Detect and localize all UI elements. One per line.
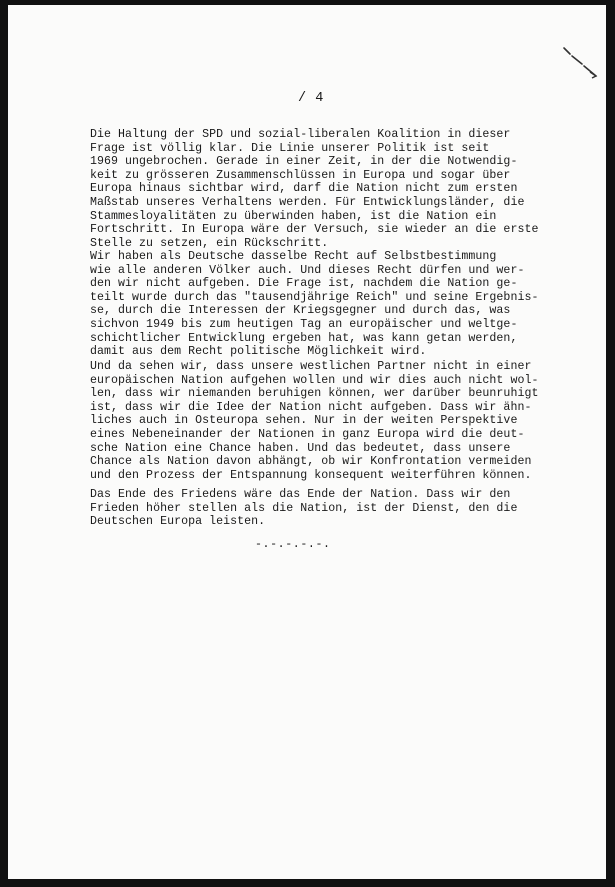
text-line: Maßstab unseres Verhaltens werden. Für Entwicklungsländer, die [90, 195, 525, 209]
text-line: keit zu grösseren Zusammenschlüssen in Europa und sogar über [90, 168, 511, 182]
text-line: Wir haben als Deutsche dasselbe Recht auf Selbstbestimmung [90, 250, 497, 263]
text-line: Chance als Nation davon abhängt, ob wir Konfrontation vermeiden [90, 455, 532, 469]
text-line: sche Nation eine Chance haben. Und das bedeutet, dass unsere [90, 441, 511, 455]
text-line: teilt wurde durch das "tausendjährige Reich" und seine Ergebnis- [90, 290, 539, 304]
paragraph-4 [90, 488, 582, 529]
text-line: Das Ende des Friedens wäre das Ende der Nation. Dass wir den [90, 488, 511, 501]
text-line: europäischen Nation aufgehen wollen und wir dies auch nicht wol- [90, 373, 539, 387]
text-line: Europa hinaus sichtbar wird, darf die Nation nicht zum ersten [90, 182, 518, 196]
text-line: sichvon 1949 bis zum heutigen Tag an europäischer und weltge- [90, 317, 518, 331]
paragraph-3 [90, 360, 582, 482]
text-line: Deutschen Europa leisten. [90, 515, 266, 529]
pencil-mark [560, 42, 600, 82]
text-line: Stelle zu setzen, ein Rückschritt. [90, 236, 329, 250]
text-line: len, dass wir niemanden beruhigen können, wer darüber beunruhigt [90, 387, 539, 401]
text-line: damit aus dem Recht politische Möglichkeit wird. [90, 345, 427, 359]
text-line: Und da sehen wir, dass unsere westlichen Partner nicht in einer [90, 360, 532, 373]
text-line: liches auch in Osteuropa sehen. Nur in der weiten Perspektive [90, 414, 518, 428]
text-line: ist, dass wir die Idee der Nation nicht aufgeben. Dass wir ähn- [90, 400, 532, 414]
text-line: eines Nebeneinander der Nationen in ganz Europa wird die deut- [90, 427, 525, 441]
text-line: Frage ist völlig klar. Die Linie unserer Politik ist seit [90, 141, 490, 155]
text-line: wie alle anderen Völker auch. Und dieses Recht dürfen und wer- [90, 263, 525, 277]
text-line: se, durch die Interessen der Kriegsgegner und durch das, was [90, 304, 511, 318]
text-line: und den Prozess der Entspannung konsequent weiterführen können. [90, 468, 532, 482]
paragraph-1 [90, 128, 582, 250]
end-separator: -.-.-.-.-. [255, 538, 331, 551]
text-line: 1969 ungebrochen. Gerade in einer Zeit, in der die Notwendig- [90, 155, 518, 169]
paragraph-2 [90, 250, 582, 359]
text-line: Fortschritt. In Europa wäre der Versuch, sie wieder an die erste [90, 223, 539, 237]
text-line: Die Haltung der SPD und sozial-liberalen Koalition in dieser [90, 128, 511, 141]
text-line: Frieden höher stellen als die Nation, ist der Dienst, den die [90, 501, 518, 515]
page-number: / 4 [298, 91, 324, 106]
text-line: den wir nicht aufgeben. Die Frage ist, nachdem die Nation ge- [90, 277, 518, 291]
text-line: schichtlicher Entwicklung ergeben hat, was kann getan werden, [90, 331, 518, 345]
text-line: Stammesloyalitäten zu überwinden haben, ist die Nation ein [90, 209, 497, 223]
